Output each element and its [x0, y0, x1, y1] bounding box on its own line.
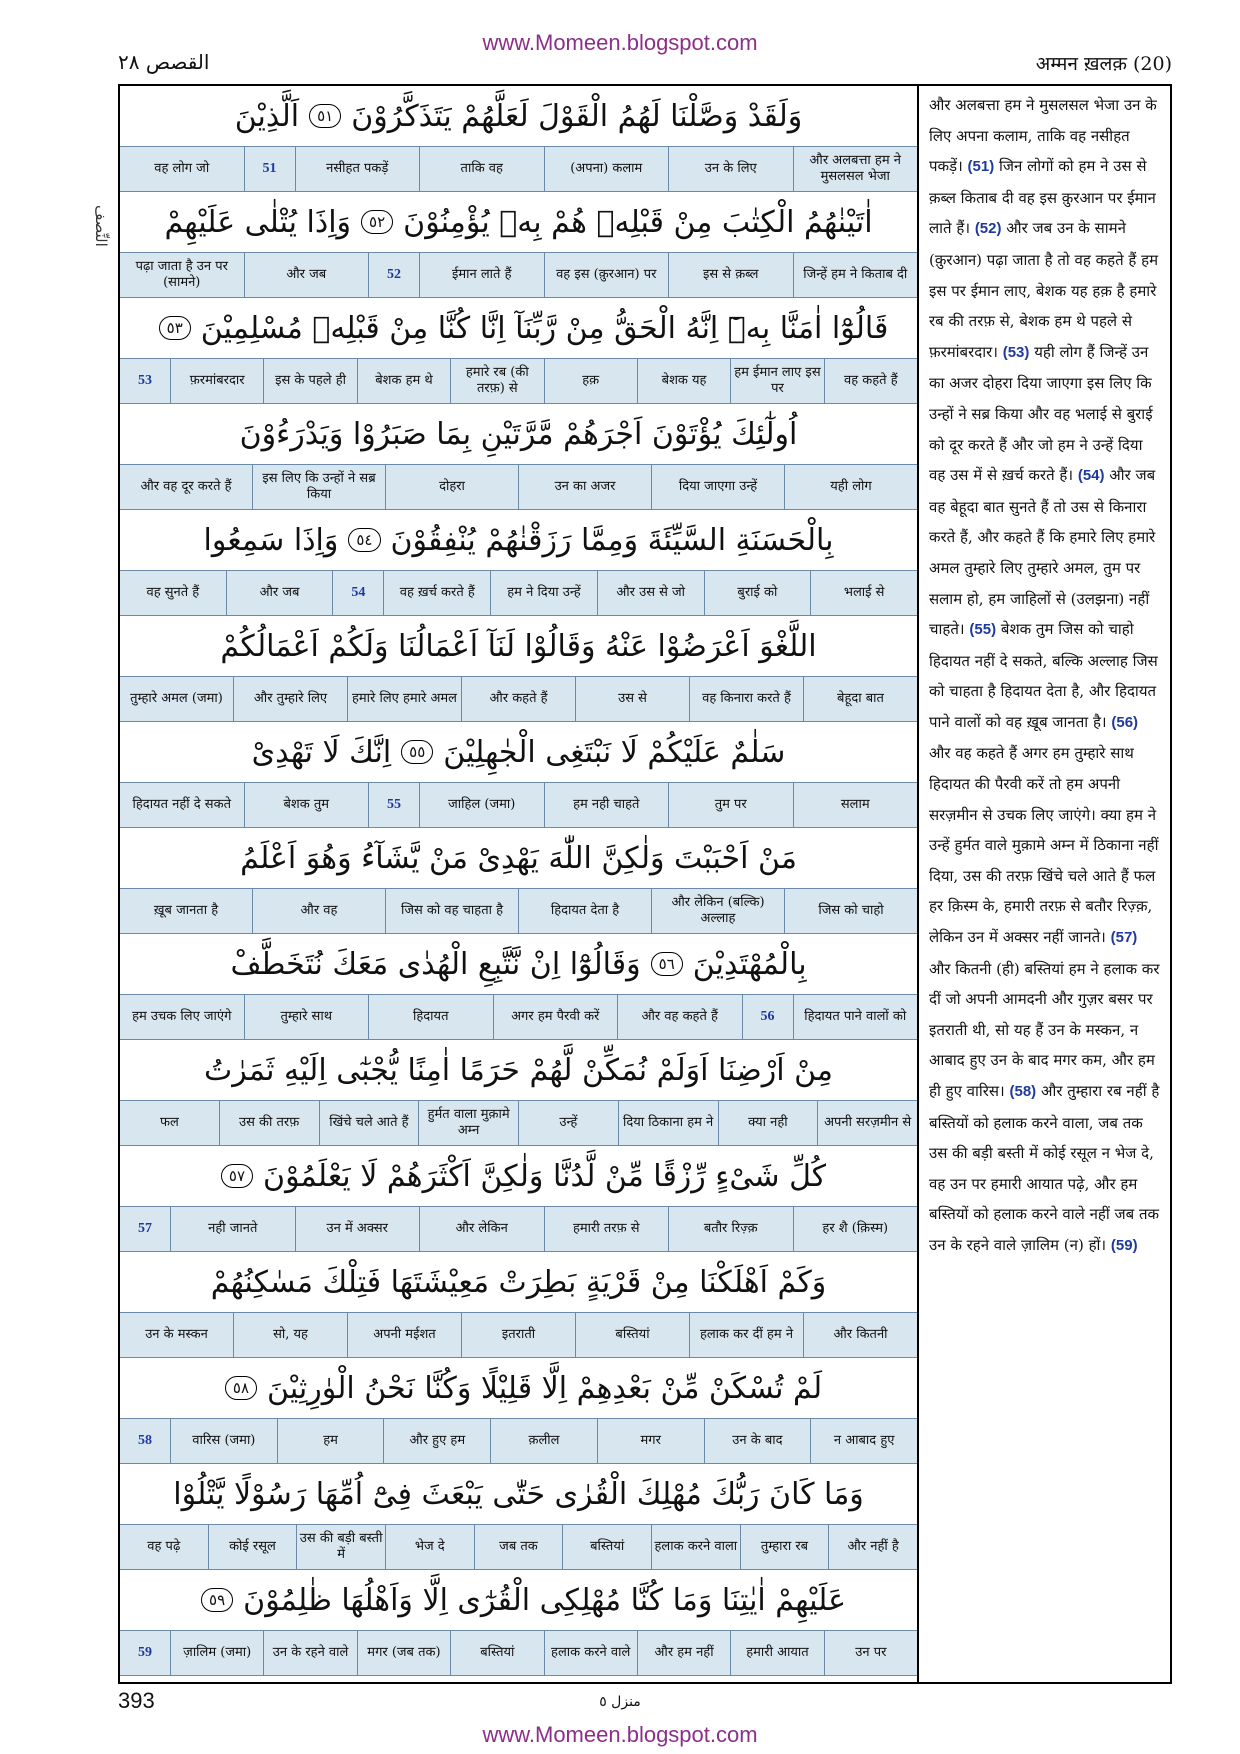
- page-frame: [118, 84, 1172, 1684]
- gloss-cell: वह पढ़े: [147, 1539, 181, 1554]
- gloss-cell: और अलबत्ता हम ने मुसलसल भेजा: [793, 147, 918, 191]
- verse-block: [120, 192, 917, 298]
- gloss-cell: बतौर रिज़्क़: [668, 1207, 793, 1251]
- gloss-ayah-number: 51: [244, 147, 295, 191]
- gloss-cell: और कितनी: [803, 1313, 917, 1357]
- arabic-text-continued: وَاِذَا يُتْلٰى عَلَيْهِمْ: [164, 204, 352, 240]
- translation-text: जिन लोगों को हम ने उस से क़ब्ल किताब दी वह इस क़ुरआन पर ईमान लाते हैं।: [929, 157, 1156, 238]
- translation-ayah-number: (56): [1111, 713, 1139, 731]
- translation-text: और वह कहते हैं अगर हम तुम्हारे साथ हिदायत की पैरवी करें तो हम अपनी सरज़मीन से उचक लिए जाएंगे। क्या हम ने उन्हें हुर्मत वाले मुक़ामे अम्न में ठिकाना नहीं दिया, उस की तरफ़ खिंचे चले आते हैं फल हर क़िस्म के, हमारी तरफ़ से बतौर रिज़्क़, लेकिन उन में अक्सर नहीं जानते।: [929, 744, 1159, 947]
- arabic-text-continued: اَلَّذِيْنَ: [234, 98, 300, 134]
- translation-ayah-number: (59): [1110, 1236, 1138, 1254]
- gloss-cell: उन्हें: [518, 1101, 618, 1145]
- gloss-cell: वह किनारा करते हैं: [689, 677, 803, 721]
- gloss-cell: इस लिए कि उन्हों ने सब्र किया: [252, 465, 385, 509]
- verse-block: [120, 1040, 917, 1146]
- gloss-cell: वारिस (जमा): [170, 1419, 277, 1463]
- verse-block: [120, 86, 917, 192]
- translation-ayah-number: (53): [1002, 343, 1030, 361]
- gloss-cell: उस की बड़ी बस्ती में: [296, 1525, 385, 1569]
- gloss-cell: अगर हम पैरवी करें: [493, 995, 618, 1039]
- gloss-cell: और हुए हम: [383, 1419, 490, 1463]
- translation-text: और तुम्हारा रब नहीं है बस्तियों को हलाक करने वाला, जब तक उस की बड़ी बस्ती में कोई रसूल न भेज दे, वह उन पर हमारी आयात पढ़े, और हम बस्तियों को हलाक करने वाले नहीं जब तक उन के रहने वाले ज़ालिम (न) हों।: [929, 1082, 1160, 1254]
- gloss-cell: उन का अजर: [518, 465, 651, 509]
- ayah-number-mark: ٥٥: [401, 740, 433, 764]
- gloss-cell: नसीहत पकड़ें: [295, 147, 420, 191]
- site-url-bottom: www.Momeen.blogspot.com: [482, 1722, 758, 1747]
- gloss-cell: हिदायत नहीं दे सकते: [132, 797, 231, 812]
- gloss-cell: इस के पहले ही: [263, 359, 356, 403]
- gloss-cell: हिदायत पाने वालों को: [793, 995, 918, 1039]
- gloss-cell: ईमान लाते हैं: [419, 253, 544, 297]
- word-gloss-row: [120, 146, 917, 192]
- arabic-line: [120, 404, 917, 464]
- gloss-cell: और वह: [252, 889, 385, 933]
- gloss-cell: ज़ालिम (जमा): [170, 1631, 263, 1675]
- gloss-cell: जिन्हें हम ने किताब दी: [793, 253, 918, 297]
- arabic-text-continued: وَقَالُوْٓا اِنْ نَّتَّبِعِ الْهُدٰى مَعَكَ نُتَخَطَّفْ: [230, 946, 641, 982]
- gloss-cell: हमारी तरफ़ से: [544, 1207, 669, 1251]
- arabic-text: بِالْحَسَنَةِ السَّيِّئَةَ وَمِمَّا رَزَقْنٰهُمْ يُنْفِقُوْنَ: [390, 522, 834, 558]
- arabic-text: قَالُوْٓا اٰمَنَّا بِهٖٓ اِنَّهُ الْحَقُّ مِنْ رَّبِّنَآ اِنَّا كُنَّا مِنْ قَبْلِهٖ مُسْلِمِيْنَ: [200, 310, 889, 346]
- gloss-cell: यही लोग: [784, 465, 917, 509]
- gloss-cell: और हम नहीं: [637, 1631, 730, 1675]
- word-gloss-row: [120, 1100, 917, 1146]
- gloss-cell: जिस को चाहो: [784, 889, 917, 933]
- arabic-text: لَمْ تُسْكَنْ مِّنْ بَعْدِهِمْ اِلَّا قَلِيْلًا وَكُنَّا نَحْنُ الْوٰرِثِيْنَ: [267, 1370, 823, 1406]
- translation-text: और जब उन के सामने (क़ुरआन) पढ़ा जाता है तो वह कहते हैं हम इस पर ईमान लाए, बेशक यह हक़ है हमारे रब की तरफ़ से, बेशक हम थे पहले से फ़रमांबरदार।: [929, 219, 1159, 361]
- arabic-text: مَنْ اَحْبَبْتَ وَلٰكِنَّ اللّٰهَ يَهْدِىْ مَنْ يَّشَآءُ وَهُوَ اَعْلَمُ: [240, 840, 797, 876]
- gloss-cell: हमारे लिए हमारे अमल: [347, 677, 461, 721]
- arabic-line: [120, 1358, 917, 1418]
- gloss-cell: जब तक: [474, 1525, 563, 1569]
- gloss-cell: तुम्हारा रब: [740, 1525, 829, 1569]
- translation-text: यही लोग हैं जिन्हें उन का अजर दोहरा दिया जाएगा इस लिए कि उन्हों ने सब्र किया और वह भलाई से बुराई को दूर करते हैं और जो हम ने उन्हें दिया वह उस में से ख़र्च करते हैं।: [929, 342, 1153, 485]
- gloss-cell: सो, यह: [233, 1313, 347, 1357]
- gloss-ayah-number: 59: [138, 1645, 152, 1660]
- gloss-cell: जिस को वह चाहता है: [385, 889, 518, 933]
- side-label: النِّصف: [92, 205, 110, 247]
- arabic-text: اُولٰٓئِكَ يُؤْتَوْنَ اَجْرَهُمْ مَّرَّتَيْنِ بِمَا صَبَرُوْا وَيَدْرَءُوْنَ: [239, 416, 798, 452]
- arabic-text: اٰتَيْنٰهُمُ الْكِتٰبَ مِنْ قَبْلِهٖ هُمْ بِهٖ يُؤْمِنُوْنَ: [403, 204, 873, 240]
- word-gloss-row: [120, 676, 917, 722]
- arabic-text: كُلِّ شَىْءٍ رِّزْقًا مِّنْ لَّدُنَّا وَلٰكِنَّ اَكْثَرَهُمْ لَا يَعْلَمُوْنَ: [263, 1158, 827, 1194]
- ayah-number-mark: ٥٤: [348, 528, 380, 552]
- arabic-text: وَكَمْ اَهْلَكْنَا مِنْ قَرْيَةٍ بَطِرَتْ مَعِيْشَتَهَا فَتِلْكَ مَسٰكِنُهُمْ: [210, 1264, 827, 1300]
- gloss-cell: वह लोग जो: [154, 161, 210, 176]
- gloss-cell: बुराई को: [704, 571, 811, 615]
- para-label: अम्मन ख़लक़ (20): [1035, 53, 1172, 75]
- gloss-cell: हम: [277, 1419, 384, 1463]
- arabic-line: [120, 192, 917, 252]
- arabic-line: [120, 510, 917, 570]
- gloss-cell: सलाम: [793, 783, 918, 827]
- gloss-cell: वह ख़र्च करते हैं: [383, 571, 490, 615]
- ayah-number-mark: ٥٢: [361, 210, 393, 234]
- gloss-cell: क्या नही: [718, 1101, 818, 1145]
- gloss-ayah-number: 52: [368, 253, 419, 297]
- gloss-cell: और लेकिन: [419, 1207, 544, 1251]
- word-gloss-row: [120, 1524, 917, 1570]
- gloss-cell: तुम्हारे साथ: [244, 995, 369, 1039]
- translation-text: और जब वह बेहूदा बात सुनते हैं तो उस से किनारा करते हैं, और कहते हैं कि हमारे लिए हमारे अमल तुम्हारे लिए तुम्हारे अमल, तुम पर सलाम हो, हम जाहिलों से (उलझना) नहीं चाहते।: [929, 466, 1156, 639]
- gloss-cell: हिदायत: [368, 995, 493, 1039]
- arabic-line: [120, 86, 917, 146]
- verse-block: [120, 1358, 917, 1464]
- verse-block: [120, 934, 917, 1040]
- ayah-number-mark: ٥٧: [221, 1164, 253, 1188]
- arabic-line: [120, 1464, 917, 1524]
- gloss-cell: हम ने दिया उन्हें: [490, 571, 597, 615]
- gloss-cell: हिदायत देता है: [518, 889, 651, 933]
- gloss-cell: खिंचे चले आते हैं: [319, 1101, 419, 1145]
- gloss-cell: हलाक करने वाले: [544, 1631, 637, 1675]
- arabic-line: [120, 298, 917, 358]
- verse-block: [120, 722, 917, 828]
- gloss-cell: ख़ूब जानता है: [153, 903, 219, 918]
- gloss-cell: दिया ठिकाना हम ने: [618, 1101, 718, 1145]
- gloss-cell: हर शै (क़िस्म): [793, 1207, 918, 1251]
- verse-block: [120, 510, 917, 616]
- gloss-cell: हक़: [544, 359, 637, 403]
- gloss-cell: हमारी आयात: [730, 1631, 823, 1675]
- verse-block: [120, 1146, 917, 1252]
- arabic-text: مِنْ اَرْضِنَا اَوَلَمْ نُمَكِّنْ لَّهُمْ حَرَمًا اٰمِنًا يُّجْبٰٓى اِلَيْهِ ثَمَرٰتُ: [204, 1052, 833, 1088]
- arabic-line: [120, 1252, 917, 1312]
- gloss-cell: और वह दूर करते हैं: [140, 479, 232, 494]
- gloss-cell: और वह कहते हैं: [617, 995, 742, 1039]
- gloss-cell: हम ईमान लाए इस पर: [730, 359, 823, 403]
- ayah-number-mark: ٥٦: [651, 952, 683, 976]
- verse-block: [120, 1570, 917, 1676]
- word-gloss-row: [120, 358, 917, 404]
- arabic-line: [120, 828, 917, 888]
- arabic-text: سَلٰمٌ عَلَيْكُمْ لَا نَبْتَغِى الْجٰهِلِيْنَ: [443, 734, 786, 770]
- ayah-number-mark: ٥٩: [201, 1588, 233, 1612]
- arabic-line: [120, 1570, 917, 1630]
- gloss-cell: और जब: [226, 571, 333, 615]
- gloss-cell: उस की तरफ़: [219, 1101, 319, 1145]
- gloss-cell: (अपना) कलाम: [544, 147, 669, 191]
- arabic-text-continued: اِنَّكَ لَا تَهْدِىْ: [251, 734, 392, 770]
- translation-ayah-number: (58): [1009, 1083, 1037, 1100]
- translation-text: बेशक तुम जिस को चाहो हिदायत नहीं दे सकते, बल्कि अल्लाह जिस को चाहता है हिदायत देता है, और हिदायत पाने वालों को वह ख़ूब जानता है।: [929, 620, 1158, 731]
- arabic-line: [120, 1146, 917, 1206]
- gloss-cell: मगर (जब तक): [357, 1631, 450, 1675]
- translation-ayah-number: (51): [967, 158, 995, 176]
- gloss-cell: न आबाद हुए: [810, 1419, 917, 1463]
- gloss-cell: क़लील: [490, 1419, 597, 1463]
- translation-text: और कितनी (ही) बस्तियां हम ने हलाक कर दीं जो अपनी आमदनी और गुज़र बसर पर इतराती थी, सो यह हैं उन के मस्कन, न आबाद हुए उन के बाद मगर कम, और हम ही हुए वारिस।: [929, 959, 1160, 1100]
- gloss-cell: जाहिल (जमा): [419, 783, 544, 827]
- verse-block: [120, 404, 917, 510]
- manzil-label: منزل ٥: [599, 1694, 641, 1710]
- gloss-ayah-number: 55: [368, 783, 419, 827]
- gloss-cell: उन में अक्सर: [295, 1207, 420, 1251]
- verse-block: [120, 616, 917, 722]
- gloss-cell: भेज दे: [385, 1525, 474, 1569]
- gloss-cell: बेशक यह: [637, 359, 730, 403]
- gloss-cell: बेशक हम थे: [357, 359, 450, 403]
- ayah-number-mark: ٥١: [309, 104, 341, 128]
- arabic-text: وَمَا كَانَ رَبُّكَ مُهْلِكَ الْقُرٰى حَتّٰى يَبْعَثَ فِىْٓ اُمِّهَا رَسُوْلًا يَّتْلُوْا: [173, 1476, 864, 1512]
- gloss-ayah-number: 56: [742, 995, 793, 1039]
- gloss-cell: दोहरा: [385, 465, 518, 509]
- translation-column: [921, 86, 1170, 1266]
- gloss-cell: हमारे रब (की तरफ़) से: [450, 359, 543, 403]
- arabic-line: [120, 1040, 917, 1100]
- gloss-ayah-number: 58: [137, 1433, 152, 1448]
- gloss-cell: हम नही चाहते: [544, 783, 669, 827]
- gloss-cell: हुर्मत वाला मुक़ामे अम्न: [418, 1101, 518, 1145]
- gloss-cell: वह इस (क़ुरआन) पर: [544, 253, 669, 297]
- gloss-cell: और तुम्हारे लिए: [233, 677, 347, 721]
- gloss-ayah-number: 54: [332, 571, 383, 615]
- gloss-cell: वह कहते हैं: [824, 359, 917, 403]
- translation-ayah-number: (55): [969, 621, 997, 639]
- translation-text: और अलबत्ता हम ने मुसलसल भेजा उन के लिए अपना कलाम, ताकि वह नसीहत पकड़ें।: [929, 96, 1157, 176]
- gloss-cell: और उस से जो: [597, 571, 704, 615]
- ayah-number-mark: ٥٨: [225, 1376, 257, 1400]
- word-gloss-row: [120, 464, 917, 510]
- gloss-cell: पढ़ा जाता है उन पर (सामने): [135, 259, 228, 290]
- gloss-cell: उस से: [575, 677, 689, 721]
- gloss-cell: भलाई से: [810, 571, 917, 615]
- verse-block: [120, 1252, 917, 1358]
- arabic-text: وَلَقَدْ وَصَّلْنَا لَهُمُ الْقَوْلَ لَعَلَّهُمْ يَتَذَكَّرُوْنَ: [351, 98, 803, 134]
- word-gloss-row: [120, 994, 917, 1040]
- gloss-cell: फल: [159, 1115, 179, 1130]
- verse-block: [120, 298, 917, 404]
- word-gloss-row: [120, 1206, 917, 1252]
- gloss-cell: उन के रहने वाले: [263, 1631, 356, 1675]
- gloss-cell: तुम्हारे अमल (जमा): [130, 691, 223, 706]
- ayah-number-mark: ٥٣: [159, 316, 191, 340]
- gloss-cell: हलाक करने वाला: [651, 1525, 740, 1569]
- gloss-cell: बेशक तुम: [244, 783, 369, 827]
- arabic-line: [120, 934, 917, 994]
- gloss-cell: तुम पर: [668, 783, 793, 827]
- gloss-cell: मगर: [597, 1419, 704, 1463]
- verses-column: [120, 86, 919, 1682]
- gloss-cell: इस से क़ब्ल: [668, 253, 793, 297]
- gloss-cell: दिया जाएगा उन्हें: [651, 465, 784, 509]
- word-gloss-row: [120, 888, 917, 934]
- translation-ayah-number: (54): [1077, 467, 1105, 485]
- word-gloss-row: [120, 252, 917, 298]
- gloss-cell: बेहूदा बात: [803, 677, 917, 721]
- gloss-cell: हलाक कर दीं हम ने: [689, 1313, 803, 1357]
- gloss-cell: उन पर: [824, 1631, 917, 1675]
- gloss-cell: फ़रमांबरदार: [170, 359, 263, 403]
- gloss-cell: बस्तियां: [562, 1525, 651, 1569]
- gloss-cell: हम उचक लिए जाएंगे: [132, 1009, 232, 1024]
- gloss-cell: अपनी सरज़मीन से: [817, 1101, 917, 1145]
- page-number: 393: [118, 1688, 155, 1713]
- gloss-cell: बस्तियां: [575, 1313, 689, 1357]
- arabic-line: [120, 722, 917, 782]
- gloss-cell: कोई रसूल: [208, 1525, 297, 1569]
- gloss-cell: और लेकिन (बल्कि) अल्लाह: [651, 889, 784, 933]
- word-gloss-row: [120, 570, 917, 616]
- arabic-line: [120, 616, 917, 676]
- gloss-cell: नही जानते: [170, 1207, 295, 1251]
- site-url-top: www.Momeen.blogspot.com: [482, 30, 758, 55]
- arabic-text-continued: وَاِذَا سَمِعُوا: [203, 522, 339, 558]
- translation-ayah-number: (57): [1110, 929, 1138, 947]
- gloss-ayah-number: 53: [138, 373, 152, 388]
- arabic-text: بِالْمُهْتَدِيْنَ: [692, 946, 807, 982]
- gloss-cell: इतराती: [461, 1313, 575, 1357]
- gloss-cell: और जब: [244, 253, 369, 297]
- arabic-text: اللَّغْوَ اَعْرَضُوْا عَنْهُ وَقَالُوْا لَنَآ اَعْمَالُنَا وَلَكُمْ اَعْمَالُكُمْ: [220, 628, 817, 664]
- gloss-cell: उन के बाद: [704, 1419, 811, 1463]
- gloss-cell: अपनी मईशत: [347, 1313, 461, 1357]
- gloss-cell: और कहते हैं: [461, 677, 575, 721]
- word-gloss-row: [120, 1312, 917, 1358]
- gloss-cell: वह सुनते हैं: [146, 585, 200, 600]
- word-gloss-row: [120, 1418, 917, 1464]
- gloss-cell: बस्तियां: [450, 1631, 543, 1675]
- verse-block: [120, 828, 917, 934]
- verse-block: [120, 1464, 917, 1570]
- gloss-cell: उन के मस्कन: [145, 1327, 208, 1342]
- word-gloss-row: [120, 782, 917, 828]
- gloss-cell: और नहीं है: [828, 1525, 917, 1569]
- gloss-ayah-number: 57: [138, 1221, 152, 1236]
- surah-label: القصص ٢٨: [118, 50, 210, 74]
- gloss-cell: उन के लिए: [668, 147, 793, 191]
- word-gloss-row: [120, 1630, 917, 1676]
- gloss-cell: ताकि वह: [419, 147, 544, 191]
- translation-ayah-number: (52): [974, 220, 1002, 238]
- arabic-text: عَلَيْهِمْ اٰيٰتِنَا وَمَا كُنَّا مُهْلِكِى الْقُرٰٓى اِلَّا وَاَهْلُهَا ظٰلِمُوْنَ: [243, 1582, 846, 1618]
